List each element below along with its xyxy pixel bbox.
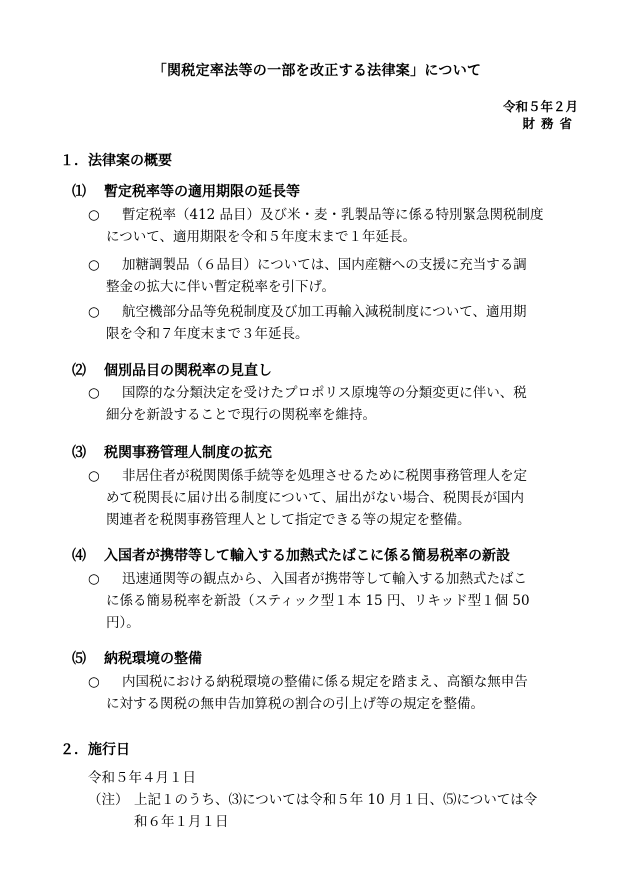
bullet-line: 加糖調製品（６品目）については、国内産糖への支援に充当する調 <box>122 257 527 273</box>
document-date: 令和５年２月 <box>502 99 578 114</box>
bullet-line: 迅速通関等の観点から、入国者が携帯等して輸入する加熱式たばこ <box>122 571 527 587</box>
bullet-circle: ○ <box>88 674 100 690</box>
subsection-number: ⑸ <box>72 651 86 667</box>
bullet-item <box>88 301 578 345</box>
bullet-line: 内国税における納税環境の整備に係る規定を踏まえ、高額な無申告 <box>122 674 528 690</box>
bullet-item <box>88 465 578 531</box>
bullet-line: に係る簡易税率を新設（スティック型１本 15 円、リキッド型１個 50 <box>106 593 530 609</box>
bullet-line: 整金の拡大に伴い暫定税率を引下げ。 <box>106 279 335 295</box>
section-2-heading: ２．施行日 <box>60 742 130 758</box>
subsection-title: 税関事務管理人制度の拡充 <box>104 445 272 461</box>
document-title: 「関税定率法等の一部を改正する法律案」について <box>152 63 482 79</box>
bullet-line: 限を令和７年度末まで３年延長。 <box>106 326 309 342</box>
subsection-title: 入国者が携帯等して輸入する加熱式たばこに係る簡易税率の新設 <box>104 548 510 564</box>
bullet-circle: ○ <box>88 468 100 484</box>
bullet-line: について、適用期限を令和５年度末まで１年延長。 <box>106 229 416 245</box>
note-label: （注） <box>88 792 129 808</box>
bullet-line: 非居住者が税関関係手続等を処理させるために税関事務管理人を定 <box>122 468 527 484</box>
bullet-item <box>88 568 578 634</box>
subsection-2-heading <box>72 360 272 380</box>
bullet-item <box>88 382 578 426</box>
bullet-line: 細分を新設することで現行の関税率を維持。 <box>106 407 376 423</box>
subsection-number: ⑶ <box>72 445 86 461</box>
bullet-circle: ○ <box>88 385 100 401</box>
note-line: 和６年１月１日 <box>134 814 229 830</box>
bullet-line: 国際的な分類決定を受けたプロポリス原塊等の分類変更に伴い、税 <box>122 385 527 401</box>
bullet-line: に対する関税の無申告加算税の割合の引上げ等の規定を整備。 <box>106 696 484 712</box>
subsection-1-heading <box>72 181 300 201</box>
bullet-line: 航空機部分品等免税制度及び加工再輸入減税制度について、適用期 <box>122 304 527 320</box>
section-1-heading: １．法律案の概要 <box>60 153 172 169</box>
subsection-number: ⑵ <box>72 363 86 379</box>
bullet-line: めて税関長に届け出る制度について、届出がない場合、税関長が国内 <box>106 490 524 506</box>
bullet-circle: ○ <box>88 304 100 320</box>
subsection-4-heading <box>72 545 510 565</box>
bullet-circle: ○ <box>88 207 100 223</box>
bullet-circle: ○ <box>88 257 100 273</box>
ministry-name: 財務省 <box>522 116 578 131</box>
subsection-title: 納税環境の整備 <box>104 651 202 667</box>
note-line: 上記１のうち、⑶については令和５年 10 月１日、⑸については令 <box>134 792 538 808</box>
subsection-title: 暫定税率等の適用期限の延長等 <box>104 184 300 200</box>
bullet-item <box>88 254 578 298</box>
bullet-line: 関連者を税関事務管理人として指定できる等の規定を整備。 <box>106 512 471 528</box>
subsection-number: ⑴ <box>72 184 86 200</box>
subsection-3-heading <box>72 442 272 462</box>
bullet-item <box>88 671 578 715</box>
subsection-number: ⑷ <box>72 548 86 564</box>
subsection-title: 個別品目の関税率の見直し <box>104 363 272 379</box>
subsection-5-heading <box>72 648 202 668</box>
bullet-line: 暫定税率（412 品目）及び米・麦・乳製品等に係る特別緊急関税制度 <box>122 207 544 223</box>
bullet-circle: ○ <box>88 571 100 587</box>
bullet-item <box>88 204 578 248</box>
effective-date: 令和５年４月１日 <box>88 770 196 786</box>
bullet-line: 円）。 <box>106 615 140 631</box>
